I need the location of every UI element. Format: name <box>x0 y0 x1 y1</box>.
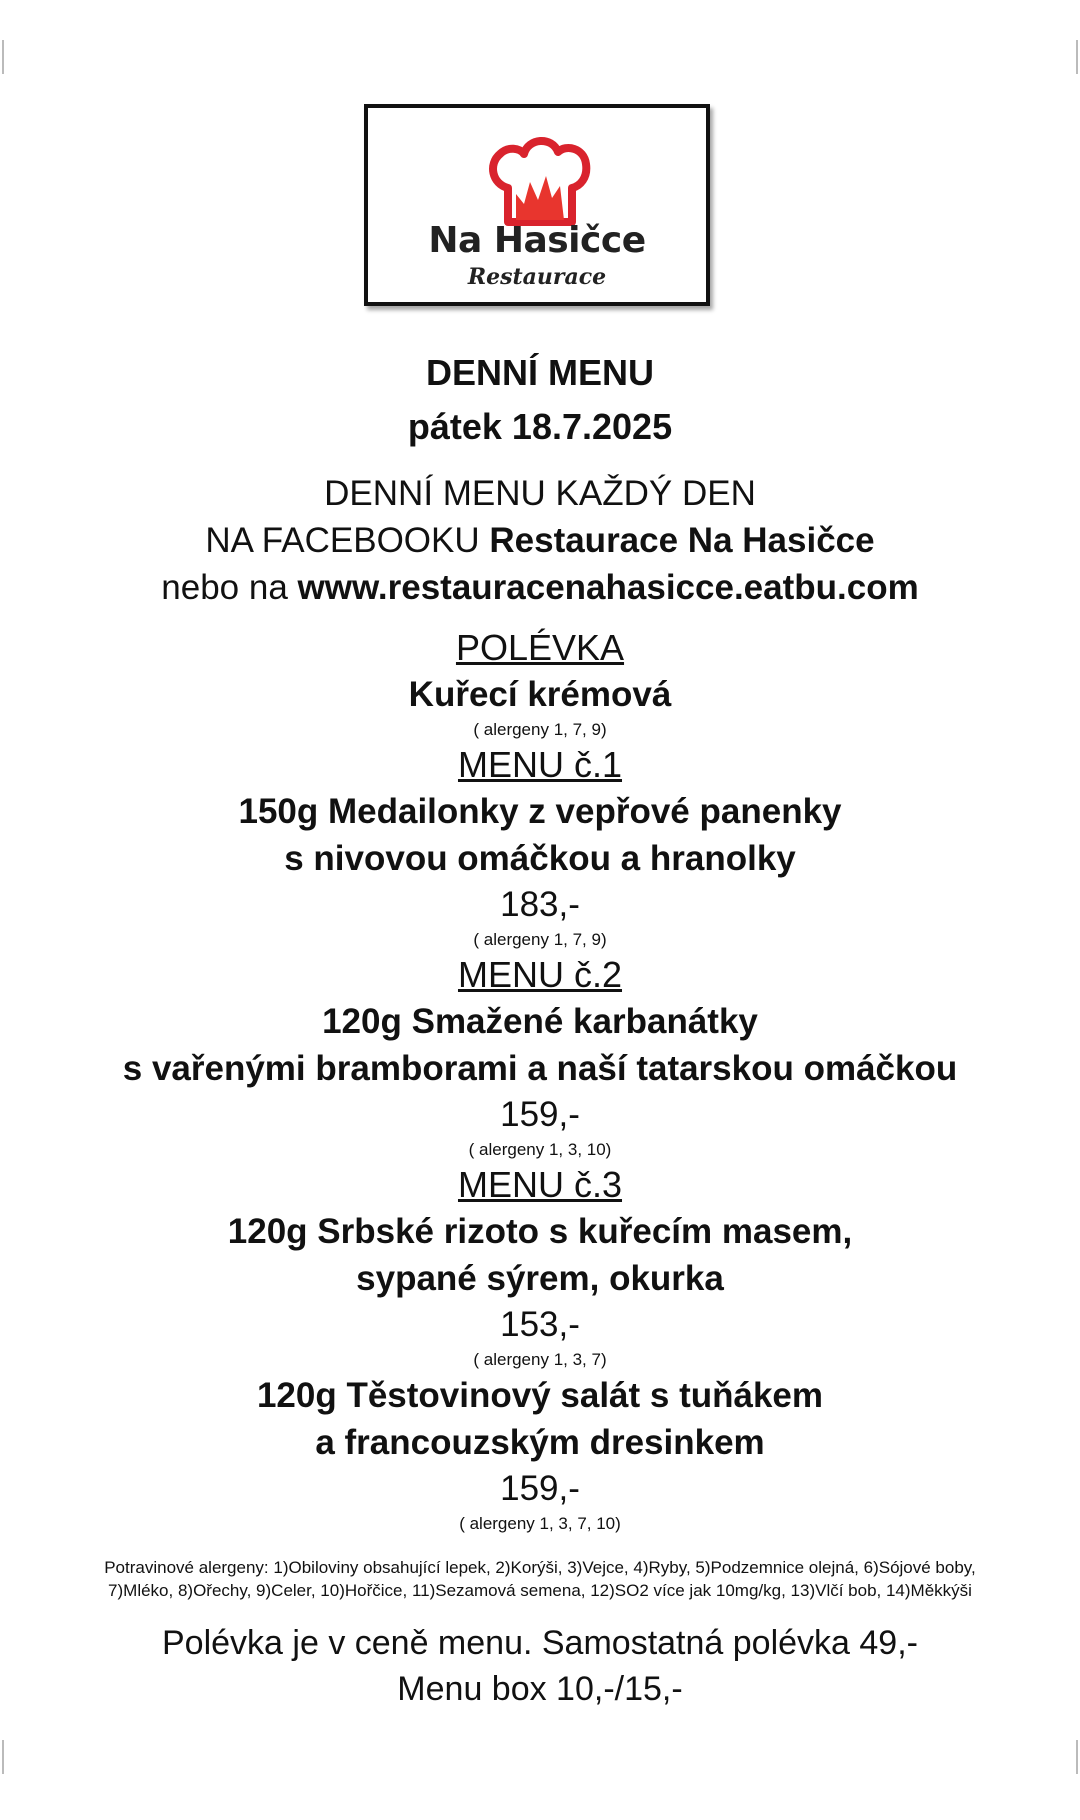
menu-2-line-1: 120g Smažené karbanátky <box>322 1002 758 1041</box>
crop-mark-top-left <box>2 40 4 74</box>
crop-mark-bottom-left <box>2 1740 4 1774</box>
menu-3-line-2: sypané sýrem, okurka <box>356 1259 724 1298</box>
soup-allergens: ( alergeny 1, 7, 9) <box>473 720 607 739</box>
menu-title: DENNÍ MENU <box>425 352 654 393</box>
menu-4-allergens: ( alergeny 1, 3, 7, 10) <box>459 1514 621 1533</box>
menu-3-line-1: 120g Srbské rizoto s kuřecím masem, <box>227 1212 853 1251</box>
menu-1-allergens: ( alergeny 1, 7, 9) <box>473 930 607 949</box>
menu-2-price: 159,- <box>500 1095 580 1134</box>
footer-soup-note: Polévka je v ceně menu. Samostatná polévka 49,- <box>162 1624 918 1662</box>
logo-name: Na Hasičce <box>428 220 646 261</box>
menu-2-heading: MENU č.2 <box>457 954 623 995</box>
menu-3-price: 153,- <box>500 1305 580 1344</box>
intro-line-1: DENNÍ MENU KAŽDÝ DEN <box>324 474 756 513</box>
menu-4-line-1: 120g Těstovinový salát s tuňákem <box>256 1376 824 1415</box>
facebook-page-name: Restaurace Na Hasičce <box>489 521 875 560</box>
intro-line-2-prefix: NA FACEBOOKU <box>205 521 490 560</box>
crop-mark-top-right <box>1076 40 1078 74</box>
website-url: www.restauracenahasicce.eatbu.com <box>297 568 919 607</box>
logo-subtitle: Restaurace <box>467 264 607 290</box>
soup-name: Kuřecí krémová <box>408 675 672 714</box>
intro-line-3-prefix: nebo na <box>161 568 298 607</box>
menu-1-price: 183,- <box>500 885 580 924</box>
allergen-legend-line-1: Potravinové alergeny: 1)Obiloviny obsahující lepek, 2)Korýši, 3)Vejce, 4)Ryby, 5)Podzemnice olejná, 6)Sójové boby, <box>104 1558 976 1577</box>
daily-menu <box>0 346 1080 1712</box>
menu-2-allergens: ( alergeny 1, 3, 10) <box>468 1140 612 1159</box>
intro-line-3 <box>0 564 1080 611</box>
soup-heading: POLÉVKA <box>455 627 625 668</box>
intro-line-2 <box>0 517 1080 564</box>
chef-hat-icon <box>486 130 594 230</box>
menu-3-heading: MENU č.3 <box>457 1164 623 1205</box>
menu-4-price: 159,- <box>500 1469 580 1508</box>
menu-3-allergens: ( alergeny 1, 3, 7) <box>473 1350 607 1369</box>
restaurant-logo <box>364 104 710 306</box>
allergen-legend-line-2: 7)Mléko, 8)Ořechy, 9)Celer, 10)Hořčice, 11)Sezamová semena, 12)SO2 více jak 10mg/kg, 13)Vlčí bob, 14)Měkkýši <box>108 1581 972 1600</box>
menu-1-line-1: 150g Medailonky z vepřové panenky <box>238 792 842 831</box>
menu-1-line-2: s nivovou omáčkou a hranolky <box>284 839 796 878</box>
menu-4-line-2: a francouzským dresinkem <box>315 1423 765 1462</box>
menu-date: pátek 18.7.2025 <box>407 406 673 447</box>
menu-2-line-2: s vařenými bramborami a naší tatarskou omáčkou <box>122 1049 958 1088</box>
footer-menu-box: Menu box 10,-/15,- <box>397 1670 683 1708</box>
menu-1-heading: MENU č.1 <box>457 744 623 785</box>
crop-mark-bottom-right <box>1076 1740 1078 1774</box>
